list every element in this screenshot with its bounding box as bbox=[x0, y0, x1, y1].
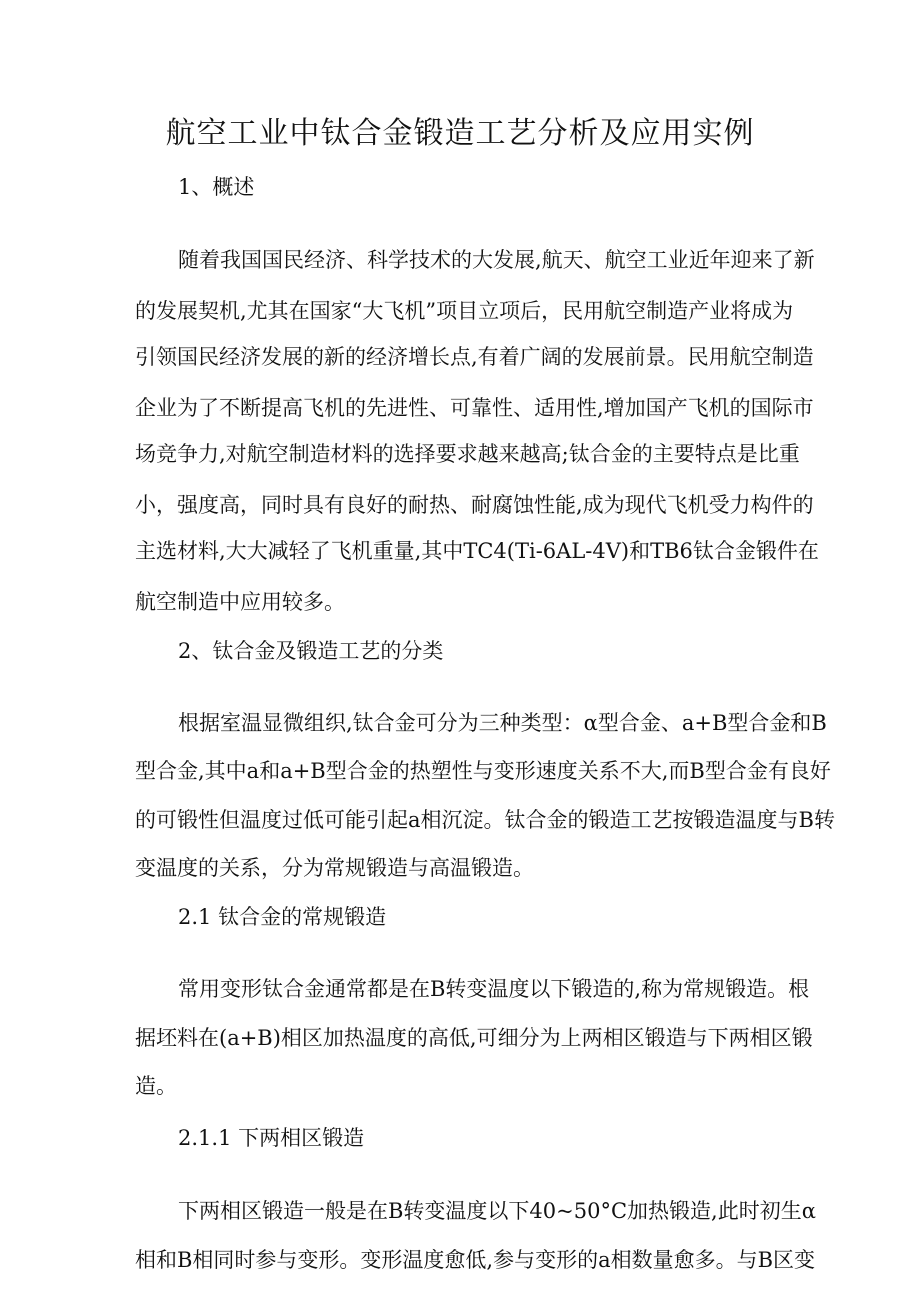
paragraph-line: 变温度的关系，分为常规锻造与高温锻造。 bbox=[135, 856, 534, 880]
paragraph-line: 的发展契机,尤其在国家“大飞机”项目立项后，民用航空制造产业将成为 bbox=[135, 299, 794, 323]
paragraph-line: 据坯料在(a+B)相区加热温度的高低,可细分为上两相区锻造与下两相区锻 bbox=[135, 1026, 813, 1050]
paragraph-line: 航空制造中应用较多。 bbox=[135, 590, 345, 614]
paragraph-line: 型合金,其中a和a+B型合金的热塑性与变形速度关系不大,而B型合金有良好 bbox=[135, 759, 831, 783]
paragraph-line: 相和B相同时参与变形。变形温度愈低,参与变形的a相数量愈多。与B区变 bbox=[135, 1248, 816, 1272]
paragraph-line: 常用变形钛合金通常都是在B转变温度以下锻造的,称为常规锻造。根 bbox=[178, 977, 810, 1001]
paragraph-line: 造。 bbox=[135, 1074, 177, 1098]
section-heading-conventional-forging: 2.1 钛合金的常规锻造 bbox=[178, 905, 387, 929]
paragraph-line: 企业为了不断提高飞机的先进性、可靠性、适用性,增加国产飞机的国际市 bbox=[135, 396, 814, 420]
section-heading-classification: 2、钛合金及锻造工艺的分类 bbox=[178, 639, 444, 663]
paragraph-line: 的可锻性但温度过低可能引起a相沉淀。钛合金的锻造工艺按锻造温度与B转 bbox=[135, 808, 835, 832]
section-heading-overview: 1、概述 bbox=[178, 175, 255, 199]
section-heading-lower-two-phase-forging: 2.1.1 下两相区锻造 bbox=[178, 1126, 365, 1150]
paragraph-line: 下两相区锻造一般是在B转变温度以下40~50°C加热锻造,此时初生α bbox=[178, 1199, 816, 1223]
paragraph-line: 小，强度高，同时具有良好的耐热、耐腐蚀性能,成为现代飞机受力构件的 bbox=[135, 493, 814, 517]
paragraph-line: 场竞争力,对航空制造材料的选择要求越来越高;钛合金的主要特点是比重 bbox=[135, 442, 800, 466]
paragraph-line: 引领国民经济发展的新的经济增长点,有着广阔的发展前景。民用航空制造 bbox=[135, 345, 814, 369]
paragraph-line: 主选材料,大大减轻了飞机重量,其中TC4(Ti-6AL-4V)和TB6钛合金锻件在 bbox=[135, 539, 819, 563]
document-title: 航空工业中钛合金锻造工艺分析及应用实例 bbox=[165, 116, 755, 151]
paragraph-line: 随着我国国民经济、科学技术的大发展,航天、航空工业近年迎来了新 bbox=[178, 248, 815, 272]
paragraph-line: 根据室温显微组织,钛合金可分为三种类型：α型合金、a+B型合金和B bbox=[178, 711, 827, 735]
